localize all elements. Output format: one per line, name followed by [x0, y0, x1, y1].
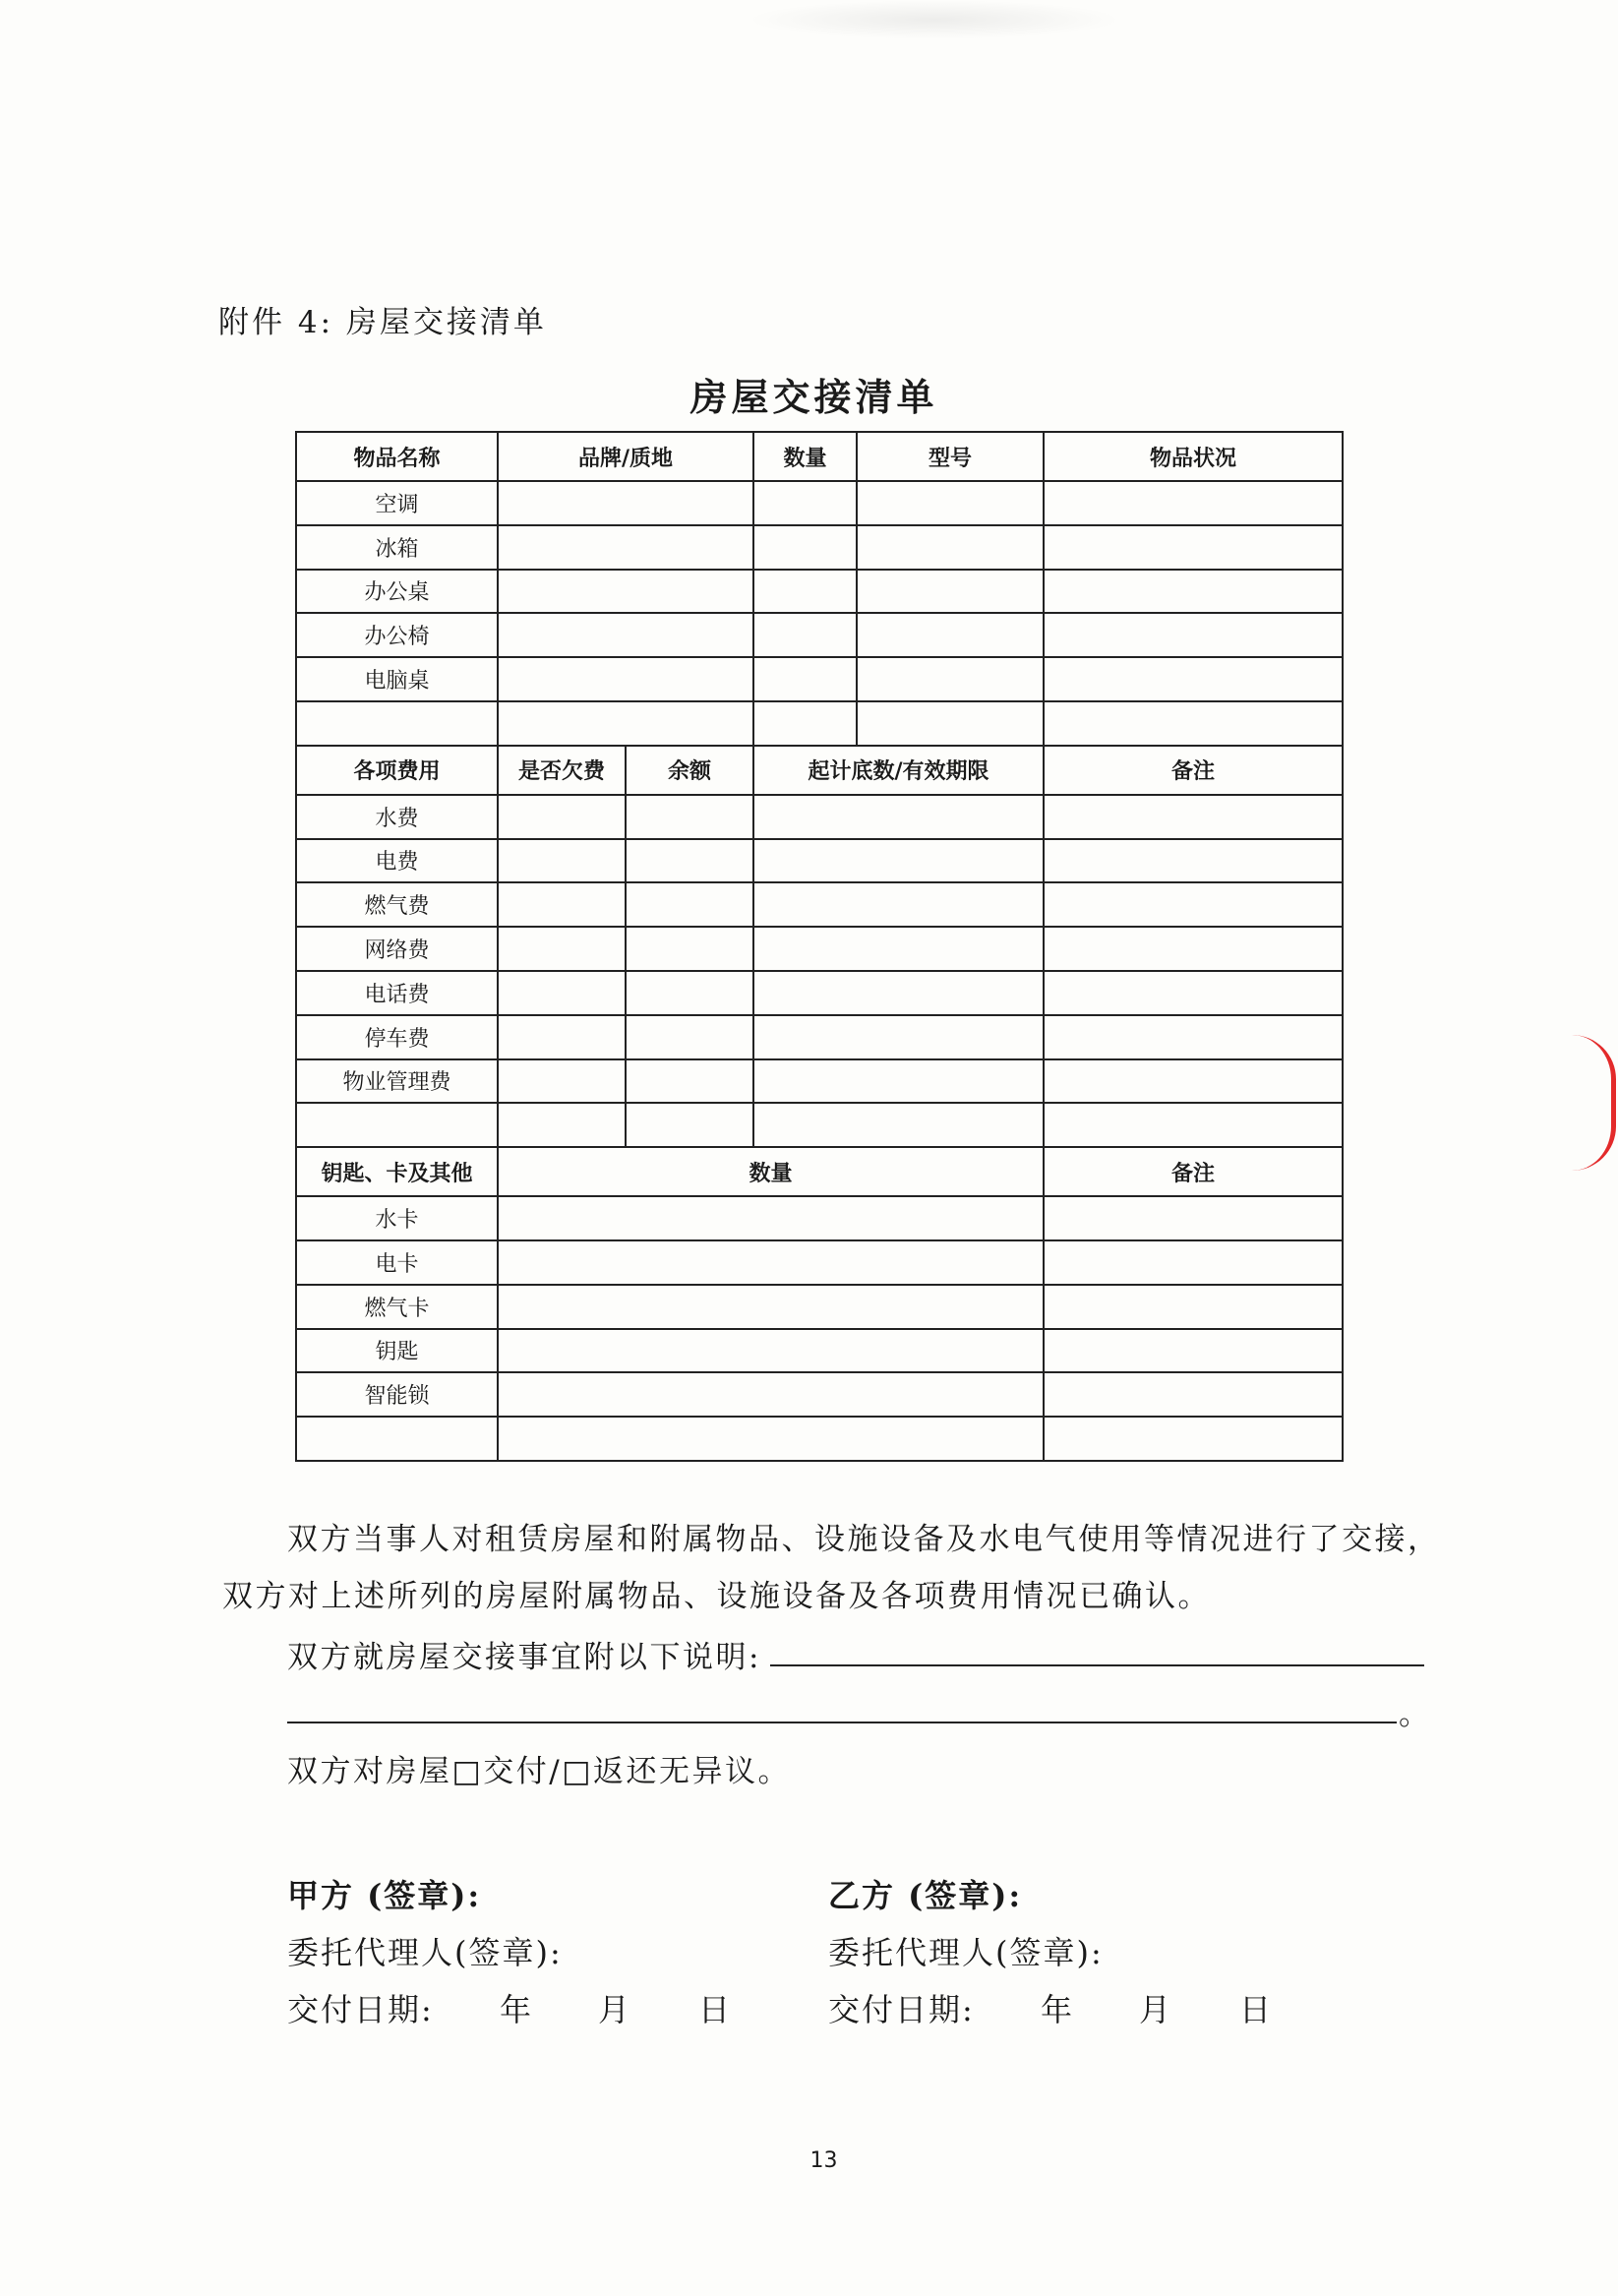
header-item-name: 物品名称	[296, 432, 498, 481]
key-name: 燃气卡	[296, 1285, 498, 1329]
key-remarks-cell[interactable]	[1044, 1372, 1343, 1417]
page-number: 13	[809, 2148, 838, 2173]
meter-cell[interactable]	[753, 1103, 1044, 1147]
key-remarks-cell[interactable]	[1044, 1196, 1343, 1240]
meter-cell[interactable]	[753, 795, 1044, 839]
date-label-b: 交付日期:	[828, 1991, 975, 2028]
condition-cell[interactable]	[1044, 657, 1343, 701]
meter-cell[interactable]	[753, 1059, 1044, 1104]
attachment-label: 附件 4: 房屋交接清单	[218, 305, 547, 340]
remarks-cell[interactable]	[1044, 795, 1343, 839]
table-row	[296, 613, 1343, 657]
key-remarks-cell[interactable]	[1044, 1285, 1343, 1329]
remarks-cell[interactable]	[1044, 839, 1343, 883]
meter-cell[interactable]	[753, 839, 1044, 883]
remarks-cell[interactable]	[1044, 1103, 1343, 1147]
fee-name: 电费	[296, 839, 498, 883]
key-remarks-cell[interactable]	[1044, 1417, 1343, 1461]
quantity-cell[interactable]	[753, 525, 857, 570]
notes-underline-1[interactable]	[770, 1664, 1424, 1666]
remarks-cell[interactable]	[1044, 971, 1343, 1015]
fee-name: 燃气费	[296, 882, 498, 927]
header-fee-type: 各项费用	[296, 746, 498, 795]
key-quantity-cell[interactable]	[498, 1196, 1044, 1240]
brand-cell[interactable]	[498, 570, 753, 614]
header-keys: 钥匙、卡及其他	[296, 1147, 498, 1196]
model-cell[interactable]	[857, 613, 1044, 657]
balance-cell[interactable]	[626, 795, 753, 839]
day-label-a: 日	[698, 1991, 731, 2028]
quantity-cell[interactable]	[753, 657, 857, 701]
meter-cell[interactable]	[753, 882, 1044, 927]
arrears-cell[interactable]	[498, 1015, 626, 1059]
key-quantity-cell[interactable]	[498, 1372, 1044, 1417]
month-label-a: 月	[598, 1991, 630, 2028]
keys-header-row	[296, 1147, 1343, 1196]
table-row	[296, 1196, 1343, 1240]
remarks-cell[interactable]	[1044, 1059, 1343, 1104]
year-label-a: 年	[500, 1991, 532, 2028]
condition-cell[interactable]	[1044, 613, 1343, 657]
key-name[interactable]	[296, 1417, 498, 1461]
table-row	[296, 882, 1343, 927]
fee-name: 水费	[296, 795, 498, 839]
document-title: 房屋交接清单	[689, 375, 938, 419]
model-cell[interactable]	[857, 570, 1044, 614]
fee-name: 网络费	[296, 927, 498, 971]
header-meter-reading: 起计底数/有效期限	[753, 746, 1044, 795]
notes-end-mark: 。	[1399, 1697, 1432, 1732]
brand-cell[interactable]	[498, 657, 753, 701]
balance-cell[interactable]	[626, 882, 753, 927]
model-cell[interactable]	[857, 481, 1044, 525]
arrears-cell[interactable]	[498, 927, 626, 971]
table-row	[296, 839, 1343, 883]
header-remarks: 备注	[1044, 746, 1343, 795]
fees-header-row	[296, 746, 1343, 795]
item-name: 电脑桌	[296, 657, 498, 701]
notes-label: 双方就房屋交接事宜附以下说明:	[287, 1640, 761, 1675]
model-cell[interactable]	[857, 657, 1044, 701]
key-name: 智能锁	[296, 1372, 498, 1417]
arrears-cell[interactable]	[498, 971, 626, 1015]
key-quantity-cell[interactable]	[498, 1329, 1044, 1373]
table-row	[296, 1103, 1343, 1147]
meter-cell[interactable]	[753, 1015, 1044, 1059]
agent-b-signature-label: 委托代理人(签章):	[828, 1934, 1104, 1971]
condition-cell[interactable]	[1044, 701, 1343, 746]
balance-cell[interactable]	[626, 1059, 753, 1104]
year-label-b: 年	[1041, 1991, 1073, 2028]
key-quantity-cell[interactable]	[498, 1417, 1044, 1461]
red-seal-edge	[1572, 1035, 1616, 1171]
key-name: 钥匙	[296, 1329, 498, 1373]
handover-table	[295, 431, 1344, 1462]
party-a-signature-label: 甲方 (签章):	[287, 1877, 482, 1914]
brand-cell[interactable]	[498, 613, 753, 657]
key-remarks-cell[interactable]	[1044, 1240, 1343, 1285]
arrears-cell[interactable]	[498, 882, 626, 927]
item-name: 冰箱	[296, 525, 498, 570]
table-row	[296, 971, 1343, 1015]
table-row	[296, 1015, 1343, 1059]
fee-name: 物业管理费	[296, 1059, 498, 1104]
brand-cell[interactable]	[498, 701, 753, 746]
key-quantity-cell[interactable]	[498, 1240, 1044, 1285]
header-keys-remarks: 备注	[1044, 1147, 1343, 1196]
key-quantity-cell[interactable]	[498, 1285, 1044, 1329]
header-keys-quantity: 数量	[498, 1147, 1044, 1196]
key-name: 电卡	[296, 1240, 498, 1285]
arrears-cell[interactable]	[498, 839, 626, 883]
quantity-cell[interactable]	[753, 701, 857, 746]
key-name: 水卡	[296, 1196, 498, 1240]
agent-a-signature-label: 委托代理人(签章):	[287, 1934, 563, 1971]
table-row	[296, 1059, 1343, 1104]
balance-cell[interactable]	[626, 1103, 753, 1147]
arrears-cell[interactable]	[498, 1103, 626, 1147]
header-model: 型号	[857, 432, 1044, 481]
table-row	[296, 525, 1343, 570]
header-balance: 余额	[626, 746, 753, 795]
table-row	[296, 1240, 1343, 1285]
scan-smudge	[748, 0, 1121, 39]
date-label-a: 交付日期:	[287, 1991, 434, 2028]
confirm-line-2: 双方对上述所列的房屋附属物品、设施设备及各项费用情况已确认。	[222, 1579, 1211, 1614]
table-row	[296, 1417, 1343, 1461]
table-row	[296, 570, 1343, 614]
header-arrears: 是否欠费	[498, 746, 626, 795]
month-label-b: 月	[1139, 1991, 1171, 2028]
fee-name: 停车费	[296, 1015, 498, 1059]
table-row	[296, 927, 1343, 971]
item-name: 办公椅	[296, 613, 498, 657]
header-condition: 物品状况	[1044, 432, 1343, 481]
arrears-cell[interactable]	[498, 1059, 626, 1104]
table-row	[296, 657, 1343, 701]
fee-name: 电话费	[296, 971, 498, 1015]
header-quantity: 数量	[753, 432, 857, 481]
no-objection-line: 双方对房屋□交付/□返还无异议。	[287, 1754, 792, 1789]
header-brand: 品牌/质地	[498, 432, 753, 481]
item-name[interactable]	[296, 701, 498, 746]
remarks-cell[interactable]	[1044, 1015, 1343, 1059]
day-label-b: 日	[1239, 1991, 1272, 2028]
balance-cell[interactable]	[626, 839, 753, 883]
condition-cell[interactable]	[1044, 570, 1343, 614]
remarks-cell[interactable]	[1044, 927, 1343, 971]
key-remarks-cell[interactable]	[1044, 1329, 1343, 1373]
notes-underline-2[interactable]	[287, 1722, 1397, 1723]
meter-cell[interactable]	[753, 927, 1044, 971]
items-header-row	[296, 432, 1343, 481]
quantity-cell[interactable]	[753, 570, 857, 614]
quantity-cell[interactable]	[753, 613, 857, 657]
model-cell[interactable]	[857, 701, 1044, 746]
balance-cell[interactable]	[626, 927, 753, 971]
condition-cell[interactable]	[1044, 525, 1343, 570]
brand-cell[interactable]	[498, 525, 753, 570]
party-b-signature-label: 乙方 (签章):	[828, 1877, 1023, 1914]
table-row	[296, 1329, 1343, 1373]
fee-name[interactable]	[296, 1103, 498, 1147]
table-row	[296, 701, 1343, 746]
arrears-cell[interactable]	[498, 795, 626, 839]
table-row	[296, 481, 1343, 525]
table-row	[296, 795, 1343, 839]
table-row	[296, 1285, 1343, 1329]
remarks-cell[interactable]	[1044, 882, 1343, 927]
meter-cell[interactable]	[753, 971, 1044, 1015]
confirm-line-1: 双方当事人对租赁房屋和附属物品、设施设备及水电气使用等情况进行了交接，	[287, 1522, 1441, 1557]
balance-cell[interactable]	[626, 1015, 753, 1059]
table-row	[296, 1372, 1343, 1417]
quantity-cell[interactable]	[753, 481, 857, 525]
balance-cell[interactable]	[626, 971, 753, 1015]
item-name: 空调	[296, 481, 498, 525]
model-cell[interactable]	[857, 525, 1044, 570]
item-name: 办公桌	[296, 570, 498, 614]
condition-cell[interactable]	[1044, 481, 1343, 525]
brand-cell[interactable]	[498, 481, 753, 525]
